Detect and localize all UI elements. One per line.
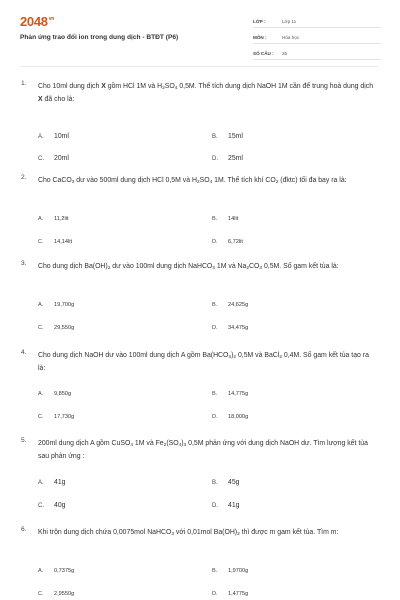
option-letter: D. xyxy=(212,503,218,509)
option-letter: D. xyxy=(212,239,218,245)
header xyxy=(0,0,400,68)
option-letter: B. xyxy=(212,480,218,486)
option-letter: A. xyxy=(38,391,44,397)
option-letter: D. xyxy=(212,591,218,597)
question-number: 4. xyxy=(21,349,27,356)
meta-label: SỐ CÂU : xyxy=(253,51,274,56)
header-divider xyxy=(20,66,378,67)
question-text: 200ml dung dịch A gồm CuSO$_4$ 1M và $Fe_2(SO_4)_3$ 0,5M phản ứng với dung dịch NaOH dư. Tìm lượng kết tủa sau phản ứng : xyxy=(38,440,368,460)
meta-value: 26 xyxy=(282,51,288,56)
option-letter: D. xyxy=(212,325,218,331)
option-text: 17,730g xyxy=(54,414,75,420)
answer-option[interactable] xyxy=(38,239,72,245)
option-letter: D. xyxy=(212,156,218,162)
option-text: 45g xyxy=(228,479,240,486)
answer-option[interactable] xyxy=(38,325,74,331)
question-number: 5. xyxy=(21,437,27,444)
logo-text: 2048 xyxy=(20,14,48,29)
meta-row-class xyxy=(253,16,381,28)
option-letter: B. xyxy=(212,216,218,222)
answer-option[interactable] xyxy=(38,502,66,509)
answer-option[interactable] xyxy=(212,391,248,397)
option-letter: A. xyxy=(38,216,44,222)
answer-option[interactable] xyxy=(212,479,240,486)
answer-option[interactable] xyxy=(212,216,238,222)
meta-value: Lớp 11 xyxy=(282,19,297,24)
option-text: 1,9700g xyxy=(228,568,249,574)
option-text: 0,7375g xyxy=(54,568,75,574)
option-letter: C. xyxy=(38,156,44,162)
meta-label: MÔN : xyxy=(253,35,267,40)
option-letter: B. xyxy=(212,568,218,574)
option-letter: B. xyxy=(212,134,218,140)
option-letter: C. xyxy=(38,325,44,331)
option-text: 18,000g xyxy=(228,414,249,420)
question-number: 1. xyxy=(21,80,27,87)
option-text: 29,550g xyxy=(54,325,75,331)
option-text: 2,9550g xyxy=(54,591,75,597)
answer-option[interactable] xyxy=(38,216,69,222)
option-text: 25ml xyxy=(228,155,243,162)
option-text: 41g xyxy=(54,479,66,486)
meta-value: Hóa học xyxy=(282,35,300,40)
logo[interactable] xyxy=(20,14,54,29)
option-text: 19,700g xyxy=(54,302,75,308)
option-text: 24,625g xyxy=(228,302,249,308)
option-text: 14,775g xyxy=(228,391,249,397)
option-letter: D. xyxy=(212,414,218,420)
question-text: Cho 10ml dung dịch X gồm HCl 1M và $H_2SO_4$ 0,5M. Thể tích dung dịch NaOH 1M cần để trung hoà dung dịch X đã cho là: xyxy=(38,83,374,103)
option-letter: B. xyxy=(212,302,218,308)
answer-option[interactable] xyxy=(212,133,243,140)
option-letter: C. xyxy=(38,414,44,420)
option-letter: A. xyxy=(38,134,44,140)
answer-option[interactable] xyxy=(38,391,71,397)
option-letter: A. xyxy=(38,302,44,308)
meta-info xyxy=(253,16,381,64)
option-text: 41g xyxy=(228,502,240,509)
question-text: Cho dung dịch NaOH dư vào 100ml dung dịch A gồm $Ba(HCO_3)_2$ 0,5M và BaCl$_2$ 0,4M. Số gam kết tủa tạo ra là: xyxy=(38,352,369,372)
option-text: 9,850g xyxy=(54,391,72,397)
question-text: Khi trộn dung dịch chứa 0,0075mol NaHCO$_3$ với 0,01mol $Ba(OH)_2$ thì được m gam kết tủa. Tìm m: xyxy=(38,529,339,538)
answer-option[interactable] xyxy=(38,302,74,308)
meta-label: LỚP : xyxy=(253,19,266,24)
answer-option[interactable] xyxy=(38,591,74,597)
answer-option[interactable] xyxy=(38,479,66,486)
option-text: 11,2lit xyxy=(54,216,69,222)
answer-option[interactable] xyxy=(212,502,240,509)
answer-option[interactable] xyxy=(212,568,248,574)
option-text: 14,14lit xyxy=(54,239,73,245)
option-letter: B. xyxy=(212,391,218,397)
question-text: Cho CaCO$_3$ dư vào 500ml dung dịch HCl 0,5M và $H_2SO_4$ 1M. Thể tích khí $CO_2$ (đktc) tối đa bay ra là: xyxy=(38,177,347,186)
page-title: Phản ứng trao đổi ion trong dung dịch - BTĐT (P6) xyxy=(20,34,179,41)
option-text: 1,4775g xyxy=(228,591,249,597)
answer-option[interactable] xyxy=(212,414,248,420)
option-text: 20ml xyxy=(54,155,69,162)
option-text: 34,475g xyxy=(228,325,249,331)
option-letter: C. xyxy=(38,239,44,245)
answer-option[interactable] xyxy=(38,155,69,162)
meta-row-count xyxy=(253,48,381,60)
option-text: 40g xyxy=(54,502,66,509)
question-number: 2. xyxy=(21,174,27,181)
option-text: 15ml xyxy=(228,133,243,140)
answer-option[interactable] xyxy=(212,239,243,245)
answer-option[interactable] xyxy=(38,133,69,140)
option-letter: A. xyxy=(38,480,44,486)
option-text: 6,72lit xyxy=(228,239,243,245)
answer-option[interactable] xyxy=(38,568,74,574)
option-letter: C. xyxy=(38,503,44,509)
answer-option[interactable] xyxy=(212,591,248,597)
answer-option[interactable] xyxy=(212,155,243,162)
answer-option[interactable] xyxy=(38,414,74,420)
question-text: Cho dung dịch $Ba(OH)_2$ dư vào 100ml dung dịch NaHCO$_3$ 1M và $Na_2CO_3$ 0,5M. Số gam kết tủa là: xyxy=(38,263,339,272)
option-letter: C. xyxy=(38,591,44,597)
answer-option[interactable] xyxy=(212,302,248,308)
option-text: 14lit xyxy=(228,216,239,222)
question-number: 6. xyxy=(21,526,27,533)
question-number: 3. xyxy=(21,260,27,267)
option-text: 10ml xyxy=(54,133,69,140)
answer-option[interactable] xyxy=(212,325,248,331)
logo-suffix: vn xyxy=(48,15,54,22)
meta-row-subject xyxy=(253,32,381,44)
option-letter: A. xyxy=(38,568,44,574)
